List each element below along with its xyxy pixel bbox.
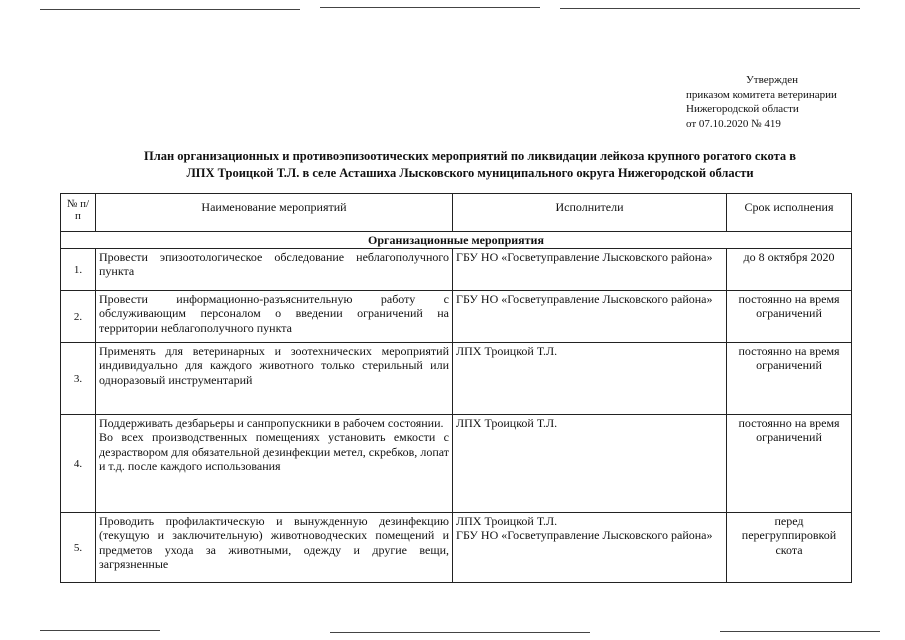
row-num: 4. — [61, 415, 96, 513]
approval-line: Утвержден — [746, 74, 799, 86]
scan-artifact — [40, 9, 300, 10]
row-name-paragraph: Во всех производственных помещениях установить емкости с дезраствором для обязательной дезинфекции метел, скребков, лопат и т.д. после каждого использования — [99, 430, 449, 473]
row-name-paragraph: Поддерживать дезбарьеры и санпропускники в рабочем состоянии. — [99, 416, 444, 431]
header-term: Срок исполнения — [727, 194, 852, 232]
table-row — [61, 343, 852, 415]
executor-line: ГБУ НО «Госветуправление Лысковского района» — [456, 528, 713, 543]
approval-line: от 07.10.2020 № 419 — [686, 117, 781, 130]
row-term: до 8 октября 2020 — [727, 249, 852, 291]
row-name — [96, 415, 453, 513]
row-name: Проводить профилактическую и вынужденную дезинфекцию (текущую и заключительную) животноводческих помещений и предметов ухода за животными, одежду и другие вещи, загрязненные — [96, 513, 453, 583]
title-line: План организационных и противоэпизоотических мероприятий по ликвидации лейкоза крупного рогатого скота в — [143, 149, 797, 163]
row-executor: ГБУ НО «Госветуправление Лысковского района» — [453, 291, 727, 343]
row-num: 2. — [61, 291, 96, 343]
row-term: постоянно на время ограничений — [727, 415, 852, 513]
document-title — [60, 148, 880, 182]
table-row — [61, 249, 852, 291]
scan-artifact — [320, 7, 540, 8]
table-header-row — [61, 194, 852, 232]
header-name: Наименование мероприятий — [96, 194, 453, 232]
row-name: Провести информационно-разъяснительную работу с обслуживающим персоналом о введении ограничений на территории неблагополучного пункта — [96, 291, 453, 343]
approval-line: Нижегородской области — [686, 103, 799, 115]
row-num: 1. — [61, 249, 96, 291]
executor-line: ЛПХ Троицкой Т.Л. — [456, 514, 558, 529]
row-executor — [453, 513, 727, 583]
row-num: 3. — [61, 343, 96, 415]
table-row — [61, 415, 852, 513]
section-title: Организационные мероприятия — [61, 232, 852, 249]
row-term: постоянно на время ограничений — [727, 343, 852, 415]
row-term: перед перегруппировкой скота — [727, 513, 852, 583]
approval-line: приказом комитета ветеринарии — [686, 88, 837, 101]
row-name: Применять для ветеринарных и зоотехнических мероприятий индивидуально для каждого животного только стерильный или одноразовый инструментарий — [96, 343, 453, 415]
header-executor: Исполнители — [453, 194, 727, 232]
header-num: № п/п — [61, 194, 96, 232]
row-num: 5. — [61, 513, 96, 583]
row-term: постоянно на время ограничений — [727, 291, 852, 343]
scan-artifact — [330, 632, 590, 633]
row-name: Провести эпизоотологическое обследование неблагополучного пункта — [96, 249, 453, 291]
row-executor: ЛПХ Троицкой Т.Л. — [453, 343, 727, 415]
row-executor: ГБУ НО «Госветуправление Лысковского района» — [453, 249, 727, 291]
scan-artifact — [40, 630, 160, 631]
scan-artifact — [560, 8, 860, 9]
section-row — [61, 232, 852, 249]
table-row — [61, 513, 852, 583]
title-line: ЛПХ Троицкой Т.Л. в селе Асташиха Лысковского муниципального округа Нижегородской области — [186, 166, 754, 180]
measures-table — [60, 193, 852, 583]
scan-artifact — [720, 631, 880, 632]
table-row — [61, 291, 852, 343]
row-executor: ЛПХ Троицкой Т.Л. — [453, 415, 727, 513]
approval-block — [686, 73, 886, 131]
